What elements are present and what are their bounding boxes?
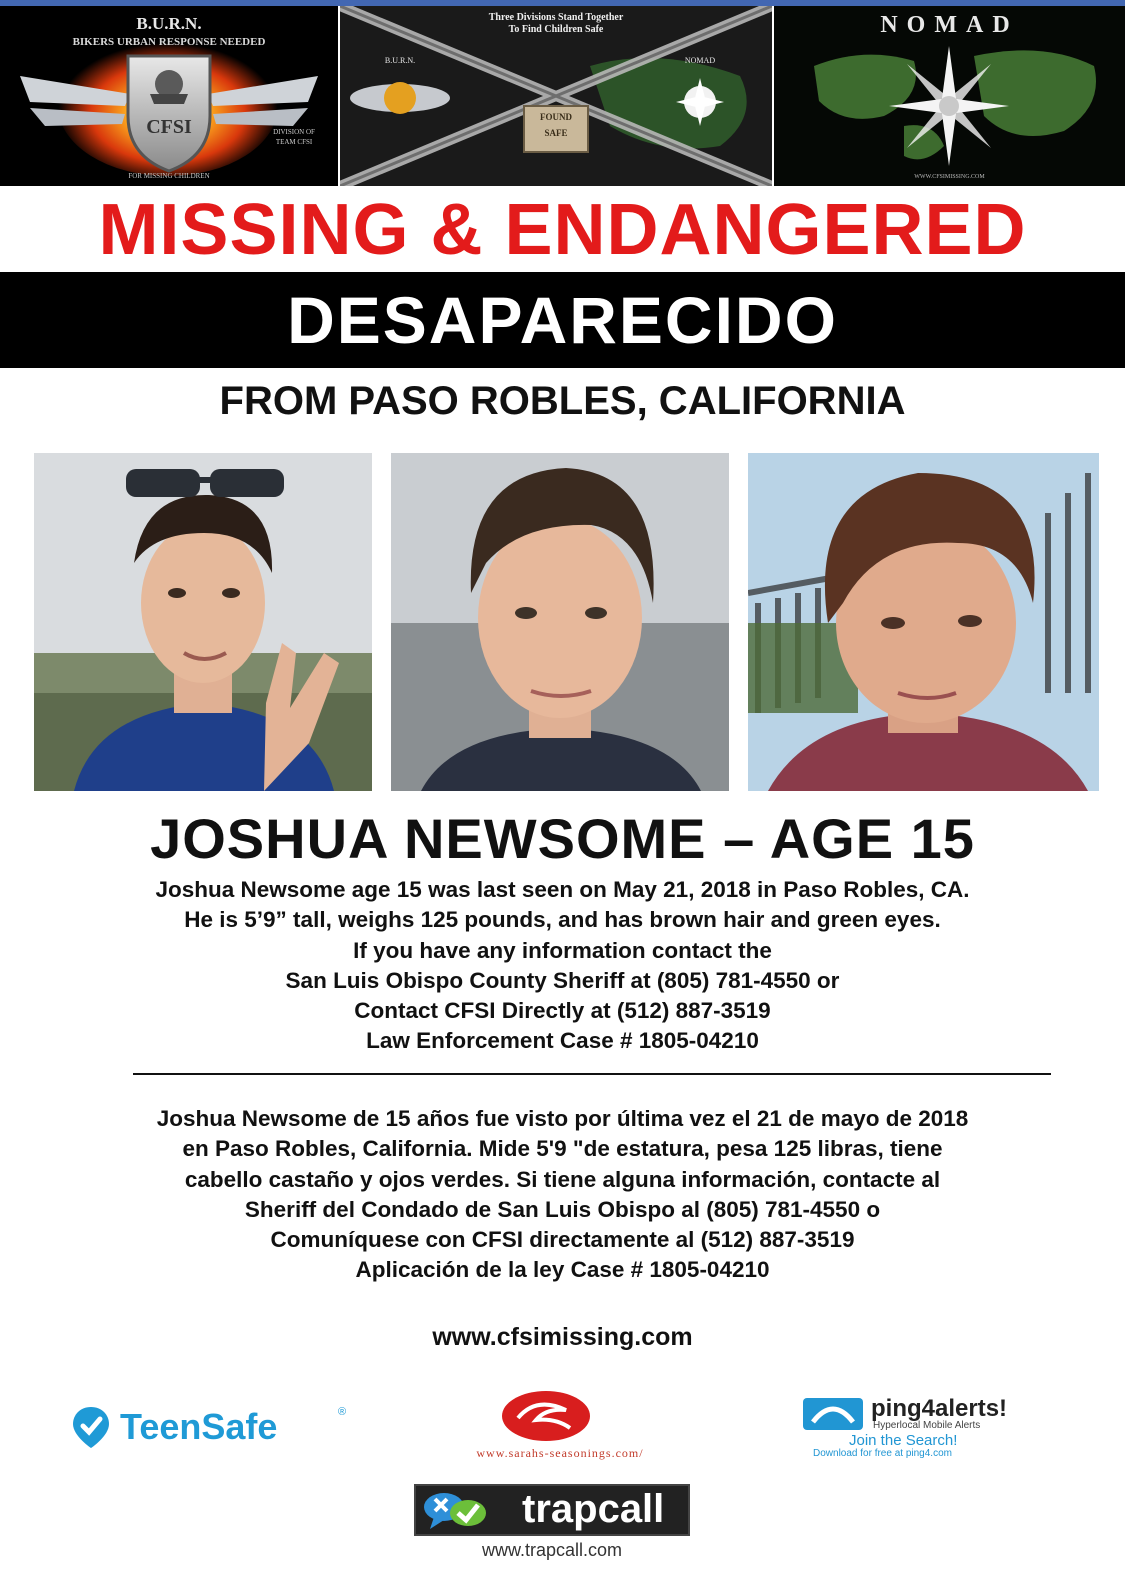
speech-bubbles-icon bbox=[420, 1487, 490, 1533]
ping4-tagline: Hyperlocal Mobile Alerts bbox=[873, 1420, 981, 1431]
website-link[interactable]: www.cfsimissing.com bbox=[432, 1323, 693, 1351]
details-es-line: Sheriff del Condado de San Luis Obispo al (805) 781-4550 o bbox=[244, 1196, 881, 1222]
portrait-1-icon bbox=[34, 453, 372, 791]
teensafe-wordmark: TeenSafe bbox=[120, 1406, 278, 1447]
missing-person-photo-3 bbox=[748, 453, 1099, 791]
details-es-line: cabello castaño y ojos verdes. Si tiene alguna información, contacte al bbox=[184, 1166, 941, 1192]
portrait-2-icon bbox=[391, 453, 729, 791]
person-name-age-heading: JOSHUA NEWSOME – AGE 15 bbox=[150, 807, 975, 870]
divisions-headline-1: Three Divisions Stand Together bbox=[488, 12, 624, 23]
trapcall-logo[interactable] bbox=[414, 1484, 690, 1570]
location-line: FROM PASO ROBLES, CALIFORNIA bbox=[219, 379, 906, 423]
details-en-line: Joshua Newsome age 15 was last seen on May 21, 2018 in Paso Robles, CA. bbox=[155, 877, 970, 902]
nomad-banner bbox=[774, 6, 1125, 186]
desaparecido-headline: DESAPARECIDO bbox=[287, 283, 838, 357]
ping4-wordmark: ping4alerts! bbox=[871, 1395, 1008, 1422]
ping4-cta: Join the Search! bbox=[849, 1432, 958, 1449]
details-es-line: Aplicación de la ley Case # 1805-04210 bbox=[355, 1257, 770, 1283]
details-en-line: If you have any information contact the bbox=[353, 937, 772, 963]
found-safe-label-1: FOUND bbox=[540, 112, 572, 122]
details-es-line: Joshua Newsome de 15 años fue visto por última vez el 21 de mayo de 2018 bbox=[156, 1106, 969, 1131]
sarahs-url: www.sarahs-seasonings.com/ bbox=[476, 1446, 644, 1460]
burn-subtitle: BIKERS URBAN RESPONSE NEEDED bbox=[72, 36, 266, 48]
missing-person-photo-2 bbox=[391, 453, 729, 791]
details-es-line: en Paso Robles, California. Mide 5'9 "de estatura, pesa 125 libras, tiene bbox=[182, 1136, 943, 1162]
details-en-line: Contact CFSI Directly at (512) 887-3519 bbox=[354, 998, 771, 1024]
section-divider bbox=[133, 1073, 1051, 1075]
nomad-title: NOMAD bbox=[880, 12, 1019, 38]
details-en-line: Law Enforcement Case # 1805-04210 bbox=[366, 1028, 759, 1054]
burn-footer: FOR MISSING CHILDREN bbox=[128, 172, 210, 180]
details-en-line: He is 5’9” tall, weighs 125 pounds, and has brown hair and green eyes. bbox=[184, 907, 941, 933]
map-pin-icon bbox=[68, 1404, 114, 1450]
nomad-footer: WWW.CFSIMISSING.COM bbox=[914, 174, 985, 180]
teensafe-logo[interactable] bbox=[68, 1404, 358, 1450]
portrait-3-icon bbox=[748, 453, 1099, 791]
details-english bbox=[0, 875, 1125, 1057]
divisions-headline-2: To Find Children Safe bbox=[508, 24, 604, 35]
burn-badge: CFSI bbox=[146, 116, 192, 138]
found-safe-label-2: SAFE bbox=[544, 128, 568, 138]
details-es-line: Comuníquese con CFSI directamente al (512) 887-3519 bbox=[270, 1227, 855, 1253]
burn-division-line-1: DIVISION OF bbox=[273, 128, 315, 136]
missing-endangered-headline: MISSING & ENDANGERED bbox=[98, 190, 1027, 270]
divisions-left-label: B.U.R.N. bbox=[384, 56, 416, 65]
details-spanish bbox=[0, 1104, 1125, 1286]
missing-person-photo-1 bbox=[34, 453, 372, 791]
burn-division-line-2: TEAM CFSI bbox=[275, 138, 313, 146]
trapcall-wordmark: trapcall bbox=[522, 1487, 665, 1531]
details-en-line: San Luis Obispo County Sheriff at (805) 781-4550 or bbox=[285, 967, 840, 993]
divisions-right-label: NOMAD bbox=[684, 56, 716, 65]
sarahs-seasonings-logo[interactable] bbox=[410, 1388, 710, 1464]
three-divisions-banner bbox=[340, 6, 772, 186]
ping4alerts-logo[interactable] bbox=[803, 1396, 1073, 1462]
burn-title: B.U.R.N. bbox=[136, 14, 202, 33]
teensafe-registered-mark: ® bbox=[338, 1406, 347, 1418]
ping4-antenna-icon bbox=[803, 1398, 863, 1430]
burn-banner bbox=[0, 6, 338, 186]
desaparecido-band bbox=[0, 272, 1125, 368]
sarahs-swirl-icon bbox=[496, 1388, 596, 1444]
trapcall-url: www.trapcall.com bbox=[481, 1540, 623, 1560]
ping4-download-note: Download for free at ping4.com bbox=[813, 1448, 952, 1459]
